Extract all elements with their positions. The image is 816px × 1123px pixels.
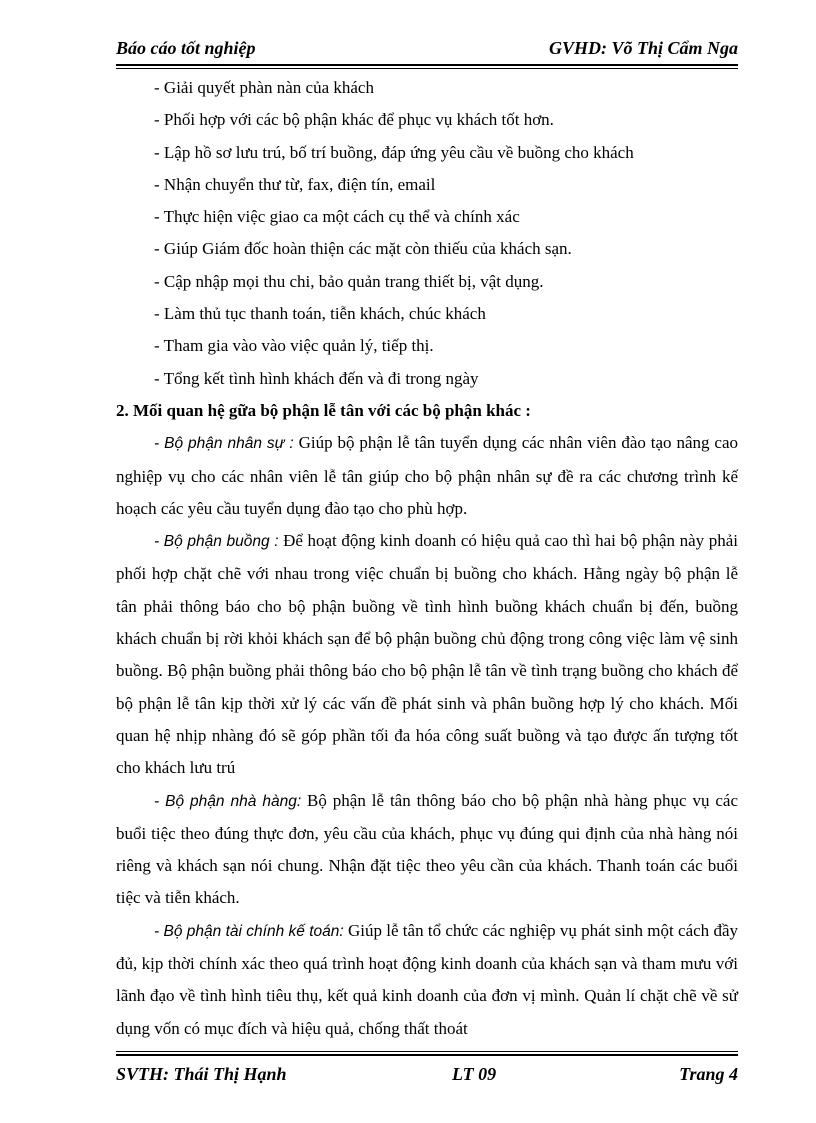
list-item: - Giải quyết phàn nàn của khách	[154, 78, 374, 97]
footer-rule	[116, 1051, 738, 1056]
advisor-name: GVHD: Võ Thị Cẩm Nga	[548, 38, 738, 58]
paragraph-restaurant	[116, 785, 738, 915]
department-term: - Bộ phận buồng :	[154, 533, 279, 551]
department-term: - Bộ phận nhân sự :	[154, 435, 294, 453]
list-item: - Lập hồ sơ lưu trú, bố trí buồng, đáp ứng yêu cầu về buồng cho khách	[154, 142, 634, 162]
paragraph-text: Để hoạt động kinh doanh có hiệu quả cao thì hai bộ phận này phải phối hợp chặt chẽ với nhau trong việc chuẩn bị buồng cho khách. Hằng ngày bộ phận lễ tân phải thông báo cho bộ phận buồng về tình hình buồng khách chuẩn bị đến, buồng khách chuẩn bị rời khỏi khách sạn để bộ phận buồng chủ động trong công việc làm vệ sinh buồng. Bộ phận buồng phải thông báo cho bộ phận lễ tân về tình trạng buồng cho khách để bộ phận lễ tân kịp thời xử lý các vấn đề phát sinh và phân buồng hợp lý cho khách. Mối quan hệ nhịp nhàng đó sẽ góp phần tối đa hóa công suất buồng và tạo được ấn tượng tốt cho khách lưu trú	[116, 531, 738, 778]
page-number: Trang 4	[679, 1064, 738, 1084]
paragraph-accounting	[116, 915, 738, 1045]
list-item: - Thực hiện việc giao ca một cách cụ thể và chính xác	[154, 207, 520, 227]
paragraph-text: Bộ phận lễ tân thông báo cho bộ phận nhà hàng phục vụ các buổi tiệc theo đúng thực đơn, yêu cầu của khách, phục vụ đúng qui định của nhà hàng nói riêng và khách sạn nói chung. Nhận đặt tiệc theo yêu cần của khách. Thanh toán các buổi tiệc và tiễn khách.	[116, 790, 738, 908]
department-term: - Bộ phận tài chính kế toán:	[154, 922, 344, 940]
paragraph-text: Giúp lễ tân tổ chức các nghiệp vụ phát sinh một cách đầy đủ, kịp thời chính xác theo quá trình hoạt động kinh doanh của khách sạn và tham mưu với lãnh đạo về tình hình tiêu thụ, kết quả kinh doanh của đơn vị mình. Quản lí chặt chẽ về sử dụng vốn có mục đích và hiệu quả, chống thất thoát	[116, 920, 738, 1038]
page-header	[116, 38, 738, 62]
list-item: - Tổng kết tình hình khách đến và đi trong ngày	[154, 368, 479, 388]
paragraph-text: Giúp bộ phận lễ tân tuyển dụng các nhân viên đào tạo nâng cao nghiệp vụ cho các nhân viên lễ tân giúp cho bộ phận nhân sự đề ra các chương trình kế hoạch các yêu cầu tuyển dụng đào tạo cho phù hợp.	[116, 433, 738, 518]
paragraph-housekeeping	[116, 525, 738, 784]
section-heading: 2. Mối quan hệ gữa bộ phận lễ tân với các bộ phận khác :	[116, 400, 531, 420]
header-rule	[116, 64, 738, 69]
department-term: - Bộ phận nhà hàng:	[154, 792, 302, 810]
page-footer	[116, 1064, 738, 1088]
page-body	[116, 72, 738, 1045]
report-title: Báo cáo tốt nghiệp	[116, 38, 256, 58]
task-list	[116, 72, 738, 395]
student-name: SVTH: Thái Thị Hạnh	[116, 1064, 287, 1084]
class-code: LT 09	[452, 1064, 497, 1084]
list-item: - Phối hợp với các bộ phận khác để phục vụ khách tốt hơn.	[154, 110, 554, 130]
list-item: - Cập nhập mọi thu chi, bảo quản trang thiết bị, vật dụng.	[154, 271, 544, 291]
paragraph-hr	[116, 427, 738, 525]
list-item: - Giúp Giám đốc hoàn thiện các mặt còn thiếu của khách sạn.	[154, 239, 572, 259]
list-item: - Làm thủ tục thanh toán, tiễn khách, chúc khách	[154, 304, 486, 324]
list-item: - Nhận chuyển thư từ, fax, điện tín, email	[154, 174, 436, 194]
list-item: - Tham gia vào vào việc quản lý, tiếp thị.	[154, 336, 434, 356]
